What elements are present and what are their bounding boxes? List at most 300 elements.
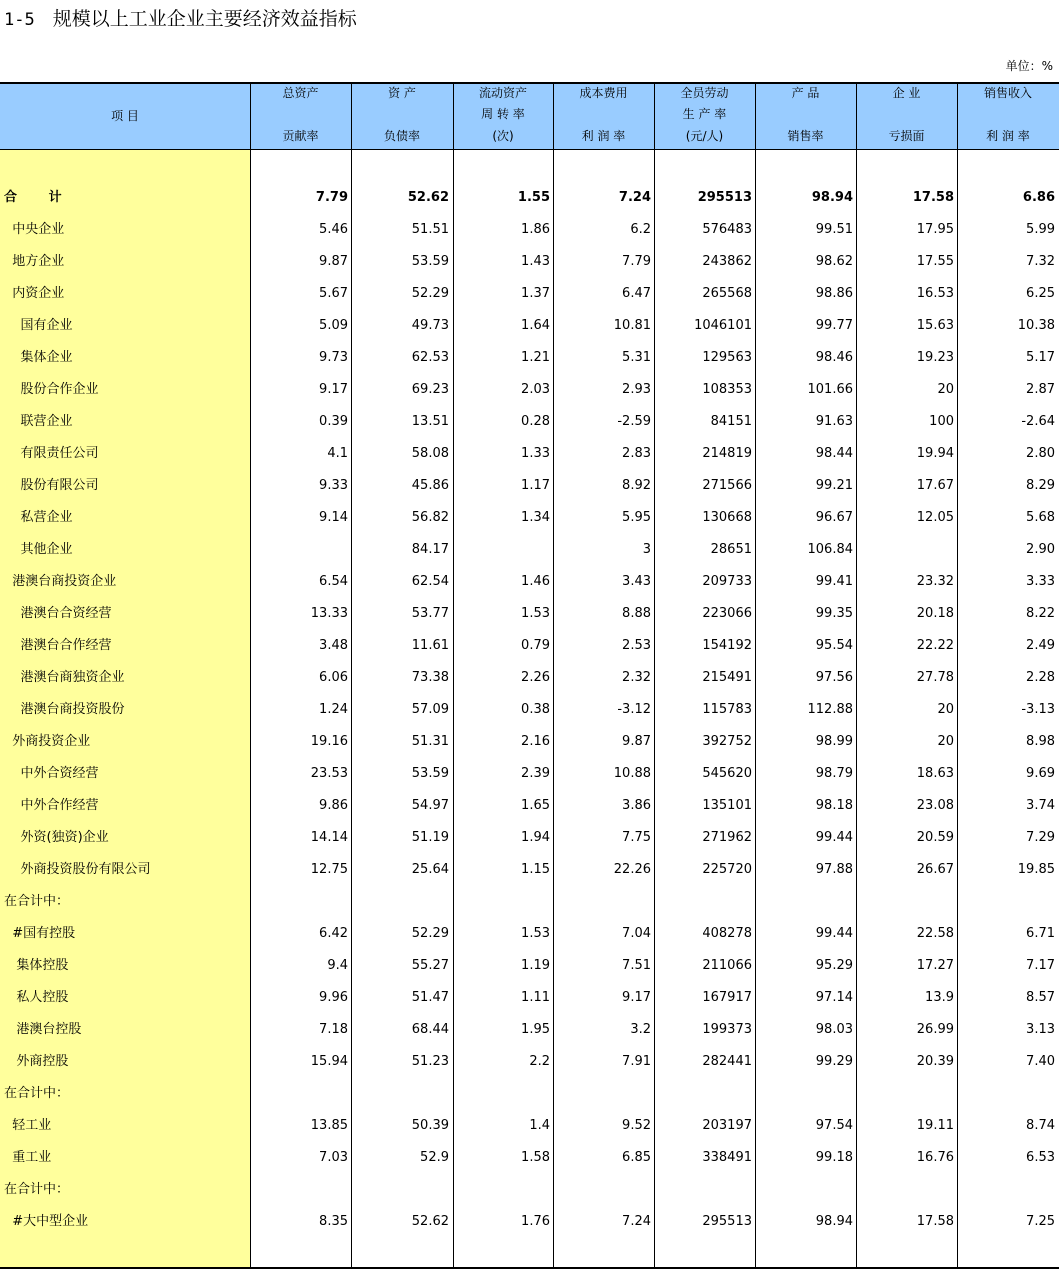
table-row bbox=[0, 726, 1059, 758]
row-label: #国有控股 bbox=[4, 926, 76, 941]
header-col-mid bbox=[957, 104, 1059, 125]
row-label: 港澳台商投资股份 bbox=[4, 702, 125, 717]
table-row bbox=[0, 790, 1059, 822]
row-label: 港澳台合资经营 bbox=[4, 606, 112, 621]
row-value-col-5: 225720 bbox=[702, 862, 752, 877]
row-value-col-7: 17.58 bbox=[912, 190, 954, 205]
row-value-col-7: 18.63 bbox=[916, 766, 954, 781]
row-value-col-8: 6.25 bbox=[1026, 286, 1055, 301]
row-label: 在合计中： bbox=[4, 894, 70, 909]
row-value-col-8: 2.90 bbox=[1026, 542, 1055, 557]
row-value-col-3: 2.39 bbox=[521, 766, 550, 781]
header-col-mid bbox=[856, 104, 957, 125]
row-value-col-3: 0.79 bbox=[521, 638, 550, 653]
row-value-col-2: 52.29 bbox=[411, 286, 449, 301]
row-value-col-6: 96.67 bbox=[815, 510, 853, 525]
row-value-col-5: 209733 bbox=[702, 574, 752, 589]
row-label: 外商投资企业 bbox=[4, 734, 91, 749]
row-value-col-8: 2.80 bbox=[1026, 446, 1055, 461]
row-value-col-6: 98.94 bbox=[811, 190, 853, 205]
table-row bbox=[0, 886, 1059, 918]
header-col-bottom: 利 润 率 bbox=[986, 129, 1030, 143]
row-value-col-8: 7.40 bbox=[1026, 1054, 1055, 1069]
row-value-col-8: 6.86 bbox=[1022, 190, 1055, 205]
table-title bbox=[4, 4, 357, 34]
row-value-col-5: 129563 bbox=[702, 350, 752, 365]
row-value-col-7: 17.58 bbox=[916, 1214, 954, 1229]
row-value-col-3: 1.15 bbox=[521, 862, 550, 877]
row-value-col-1: 9.17 bbox=[319, 382, 348, 397]
row-value-col-5: 167917 bbox=[702, 990, 752, 1005]
row-value-col-2: 51.31 bbox=[411, 734, 449, 749]
table-row bbox=[0, 374, 1059, 406]
row-value-col-2: 49.73 bbox=[411, 318, 449, 333]
row-value-col-7: 20 bbox=[937, 382, 954, 397]
row-value-col-6: 99.35 bbox=[815, 606, 853, 621]
row-value-col-4: 8.92 bbox=[622, 478, 651, 493]
row-value-col-6: 98.99 bbox=[815, 734, 853, 749]
row-value-col-1: 1.24 bbox=[319, 702, 348, 717]
row-value-col-7: 20.39 bbox=[916, 1054, 954, 1069]
row-value-col-5: 295513 bbox=[702, 1214, 752, 1229]
row-value-col-7: 27.78 bbox=[916, 670, 954, 685]
row-value-col-7: 26.67 bbox=[916, 862, 954, 877]
row-value-col-5: 338491 bbox=[702, 1150, 752, 1165]
header-col-top: 成本费用 bbox=[579, 86, 628, 100]
row-value-col-6: 98.44 bbox=[815, 446, 853, 461]
row-value-col-2: 51.19 bbox=[411, 830, 449, 845]
row-value-col-6: 97.54 bbox=[815, 1118, 853, 1133]
row-value-col-7: 19.11 bbox=[916, 1118, 954, 1133]
row-value-col-3: 2.2 bbox=[529, 1054, 550, 1069]
table-row bbox=[0, 822, 1059, 854]
row-value-col-8: 7.29 bbox=[1026, 830, 1055, 845]
row-label: 中外合作经营 bbox=[4, 798, 99, 813]
row-label: 在合计中： bbox=[4, 1086, 70, 1101]
table-row bbox=[0, 1110, 1059, 1142]
row-value-col-2: 62.53 bbox=[411, 350, 449, 365]
row-value-col-2: 58.08 bbox=[411, 446, 449, 461]
row-label: 外资(独资)企业 bbox=[4, 830, 109, 845]
table-row bbox=[0, 1174, 1059, 1206]
row-value-col-6: 91.63 bbox=[815, 414, 853, 429]
row-value-col-1: 9.33 bbox=[319, 478, 348, 493]
table-row bbox=[0, 502, 1059, 534]
row-value-col-5: 108353 bbox=[702, 382, 752, 397]
row-value-col-1: 6.54 bbox=[319, 574, 348, 589]
row-value-col-4: 8.88 bbox=[622, 606, 651, 621]
row-value-col-7: 15.63 bbox=[916, 318, 954, 333]
row-value-col-4: 7.51 bbox=[622, 958, 651, 973]
row-value-col-6: 106.84 bbox=[807, 542, 853, 557]
row-value-col-4: 9.52 bbox=[622, 1118, 651, 1133]
row-value-col-3: 2.03 bbox=[521, 382, 550, 397]
row-value-col-6: 97.14 bbox=[815, 990, 853, 1005]
row-value-col-6: 98.79 bbox=[815, 766, 853, 781]
row-value-col-3: 1.43 bbox=[521, 254, 550, 269]
header-col-bottom: 负债率 bbox=[383, 129, 420, 143]
row-value-col-6: 98.94 bbox=[815, 1214, 853, 1229]
header-col-1 bbox=[250, 83, 351, 149]
row-value-col-6: 97.88 bbox=[815, 862, 853, 877]
header-col-2 bbox=[351, 83, 453, 149]
row-value-col-7: 17.67 bbox=[916, 478, 954, 493]
row-value-col-1: 5.46 bbox=[319, 222, 348, 237]
row-value-col-5: 203197 bbox=[702, 1118, 752, 1133]
row-label: 集体企业 bbox=[4, 350, 73, 365]
row-label: 在合计中： bbox=[4, 1182, 70, 1197]
row-value-col-1: 9.14 bbox=[319, 510, 348, 525]
row-value-col-5: 130668 bbox=[702, 510, 752, 525]
header-col-6 bbox=[755, 83, 856, 149]
row-value-col-1: 23.53 bbox=[310, 766, 348, 781]
row-value-col-5: 265568 bbox=[702, 286, 752, 301]
row-value-col-3: 1.55 bbox=[517, 190, 550, 205]
row-label: 地方企业 bbox=[4, 254, 65, 269]
row-value-col-4: 2.32 bbox=[622, 670, 651, 685]
row-value-col-3: 0.38 bbox=[521, 702, 550, 717]
row-value-col-6: 98.18 bbox=[815, 798, 853, 813]
row-value-col-2: 51.47 bbox=[411, 990, 449, 1005]
header-col-mid: 周 转 率 bbox=[481, 107, 525, 121]
row-value-col-3: 1.76 bbox=[521, 1214, 550, 1229]
row-value-col-2: 13.51 bbox=[411, 414, 449, 429]
row-value-col-6: 99.77 bbox=[815, 318, 853, 333]
header-col-bottom: 贡献率 bbox=[282, 129, 319, 143]
table-row bbox=[0, 598, 1059, 630]
row-value-col-4: 9.17 bbox=[622, 990, 651, 1005]
row-value-col-5: 392752 bbox=[702, 734, 752, 749]
row-value-col-3: 1.34 bbox=[521, 510, 550, 525]
row-value-col-3: 1.4 bbox=[529, 1118, 550, 1133]
header-col-mid bbox=[553, 104, 654, 125]
row-value-col-2: 68.44 bbox=[411, 1022, 449, 1037]
header-col-top: 总资产 bbox=[282, 86, 319, 100]
row-label: #大中型企业 bbox=[4, 1214, 89, 1229]
row-value-col-2: 52.62 bbox=[411, 1214, 449, 1229]
row-value-col-4: 7.75 bbox=[622, 830, 651, 845]
row-value-col-1: 13.85 bbox=[310, 1118, 348, 1133]
row-value-col-2: 69.23 bbox=[411, 382, 449, 397]
row-value-col-8: 8.98 bbox=[1026, 734, 1055, 749]
row-value-col-8: 7.32 bbox=[1026, 254, 1055, 269]
row-value-col-5: 295513 bbox=[697, 190, 752, 205]
row-value-col-3: 1.94 bbox=[521, 830, 550, 845]
grid-hline bbox=[0, 1267, 1059, 1269]
table-row bbox=[0, 406, 1059, 438]
row-value-col-4: 6.85 bbox=[622, 1150, 651, 1165]
row-value-col-1: 5.09 bbox=[319, 318, 348, 333]
header-col-bottom: (元/人) bbox=[685, 129, 724, 143]
row-value-col-3: 1.37 bbox=[521, 286, 550, 301]
table-row bbox=[0, 278, 1059, 310]
row-value-col-1: 6.06 bbox=[319, 670, 348, 685]
row-label: 内资企业 bbox=[4, 286, 65, 301]
row-value-col-7: 17.55 bbox=[916, 254, 954, 269]
header-col-bottom: (次) bbox=[492, 129, 514, 143]
row-value-col-4: 7.24 bbox=[618, 190, 651, 205]
row-value-col-1: 7.03 bbox=[319, 1150, 348, 1165]
row-value-col-8: 2.28 bbox=[1026, 670, 1055, 685]
table-row bbox=[0, 854, 1059, 886]
header-col-bottom: 销售率 bbox=[787, 129, 824, 143]
table-row bbox=[0, 470, 1059, 502]
row-value-col-6: 99.18 bbox=[815, 1150, 853, 1165]
row-value-col-8: 10.38 bbox=[1017, 318, 1055, 333]
row-value-col-2: 53.59 bbox=[411, 254, 449, 269]
table-row bbox=[0, 630, 1059, 662]
row-value-col-3: 1.53 bbox=[521, 606, 550, 621]
row-value-col-5: 84151 bbox=[710, 414, 752, 429]
row-label: 轻工业 bbox=[4, 1118, 52, 1133]
table-row bbox=[0, 310, 1059, 342]
header-col-top: 全员劳动 bbox=[680, 86, 729, 100]
row-label: 外商投资股份有限公司 bbox=[4, 862, 151, 877]
row-value-col-4: 6.47 bbox=[622, 286, 651, 301]
header-col-mid: 生 产 率 bbox=[682, 107, 727, 121]
row-value-col-1: 7.18 bbox=[319, 1022, 348, 1037]
row-value-col-8: 9.69 bbox=[1026, 766, 1055, 781]
row-value-col-8: -2.64 bbox=[1021, 414, 1055, 429]
row-value-col-8: 2.87 bbox=[1026, 382, 1055, 397]
row-value-col-7: 20.59 bbox=[916, 830, 954, 845]
row-value-col-1: 9.96 bbox=[319, 990, 348, 1005]
table-row bbox=[0, 1046, 1059, 1078]
row-value-col-1: 14.14 bbox=[310, 830, 348, 845]
row-value-col-4: 10.81 bbox=[613, 318, 651, 333]
row-value-col-8: 8.22 bbox=[1026, 606, 1055, 621]
header-col-top: 产 品 bbox=[791, 86, 820, 100]
table-row bbox=[0, 694, 1059, 726]
row-value-col-1: 13.33 bbox=[310, 606, 348, 621]
row-value-col-3: 1.95 bbox=[521, 1022, 550, 1037]
table-title-text: 规模以上工业企业主要经济效益指标 bbox=[52, 8, 357, 30]
row-value-col-8: 6.71 bbox=[1026, 926, 1055, 941]
row-value-col-2: 57.09 bbox=[411, 702, 449, 717]
row-value-col-4: 3.43 bbox=[622, 574, 651, 589]
row-value-col-4: 3 bbox=[642, 542, 651, 557]
row-value-col-5: 1046101 bbox=[694, 318, 752, 333]
table-row bbox=[0, 1078, 1059, 1110]
row-value-col-8: 5.17 bbox=[1026, 350, 1055, 365]
header-col-3 bbox=[453, 83, 553, 149]
row-value-col-3: 1.53 bbox=[521, 926, 550, 941]
table-row bbox=[0, 214, 1059, 246]
row-value-col-5: 271566 bbox=[702, 478, 752, 493]
row-value-col-3: 1.19 bbox=[521, 958, 550, 973]
row-value-col-5: 545620 bbox=[702, 766, 752, 781]
row-value-col-8: 5.68 bbox=[1026, 510, 1055, 525]
row-value-col-8: -3.13 bbox=[1021, 702, 1055, 717]
header-col-8 bbox=[957, 83, 1059, 149]
row-value-col-5: 115783 bbox=[702, 702, 752, 717]
row-value-col-7: 20 bbox=[937, 734, 954, 749]
row-value-col-5: 135101 bbox=[702, 798, 752, 813]
row-value-col-3: 1.11 bbox=[521, 990, 550, 1005]
row-value-col-1: 5.67 bbox=[319, 286, 348, 301]
row-value-col-3: 1.17 bbox=[521, 478, 550, 493]
table-row bbox=[0, 1142, 1059, 1174]
row-value-col-5: 576483 bbox=[702, 222, 752, 237]
row-label: 私营企业 bbox=[4, 510, 73, 525]
row-value-col-4: 3.86 bbox=[622, 798, 651, 813]
row-value-col-1: 3.48 bbox=[319, 638, 348, 653]
row-value-col-6: 112.88 bbox=[807, 702, 853, 717]
header-col-bottom: 亏损面 bbox=[888, 129, 925, 143]
row-value-col-7: 17.27 bbox=[916, 958, 954, 973]
row-value-col-7: 100 bbox=[929, 414, 954, 429]
row-value-col-4: 2.93 bbox=[622, 382, 651, 397]
row-value-col-4: 7.24 bbox=[622, 1214, 651, 1229]
row-value-col-1: 0.39 bbox=[319, 414, 348, 429]
row-label: 港澳台商投资企业 bbox=[4, 574, 117, 589]
header-item-label: 项 目 bbox=[111, 109, 139, 123]
row-value-col-1: 6.42 bbox=[319, 926, 348, 941]
row-value-col-4: 22.26 bbox=[613, 862, 651, 877]
row-value-col-7: 19.94 bbox=[916, 446, 954, 461]
row-value-col-1: 7.79 bbox=[315, 190, 348, 205]
row-label: 国有企业 bbox=[4, 318, 73, 333]
row-value-col-1: 9.87 bbox=[319, 254, 348, 269]
row-value-col-4: -3.12 bbox=[617, 702, 651, 717]
row-value-col-7: 19.23 bbox=[916, 350, 954, 365]
row-value-col-5: 282441 bbox=[702, 1054, 752, 1069]
row-value-col-2: 52.29 bbox=[411, 926, 449, 941]
row-value-col-6: 99.41 bbox=[815, 574, 853, 589]
row-value-col-4: 7.79 bbox=[622, 254, 651, 269]
row-label: 中外合资经营 bbox=[4, 766, 99, 781]
row-value-col-6: 98.86 bbox=[815, 286, 853, 301]
row-value-col-7: 23.08 bbox=[916, 798, 954, 813]
row-label: 集体控股 bbox=[4, 958, 69, 973]
table-row bbox=[0, 182, 1059, 214]
row-value-col-2: 45.86 bbox=[411, 478, 449, 493]
row-value-col-3: 1.33 bbox=[521, 446, 550, 461]
row-value-col-8: 8.29 bbox=[1026, 478, 1055, 493]
row-value-col-6: 99.44 bbox=[815, 926, 853, 941]
row-value-col-3: 2.26 bbox=[521, 670, 550, 685]
row-value-col-6: 99.21 bbox=[815, 478, 853, 493]
row-label: 港澳台控股 bbox=[4, 1022, 82, 1037]
row-value-col-1: 19.16 bbox=[310, 734, 348, 749]
table-row bbox=[0, 246, 1059, 278]
row-value-col-2: 11.61 bbox=[411, 638, 449, 653]
table-row bbox=[0, 438, 1059, 470]
row-value-col-8: 7.17 bbox=[1026, 958, 1055, 973]
row-value-col-4: -2.59 bbox=[617, 414, 651, 429]
row-value-col-7: 17.95 bbox=[916, 222, 954, 237]
table-row bbox=[0, 534, 1059, 566]
row-value-col-5: 154192 bbox=[702, 638, 752, 653]
table-row bbox=[0, 918, 1059, 950]
header-col-5 bbox=[654, 83, 755, 149]
row-value-col-7: 26.99 bbox=[916, 1022, 954, 1037]
row-value-col-5: 214819 bbox=[702, 446, 752, 461]
row-value-col-8: 3.74 bbox=[1026, 798, 1055, 813]
header-col-top: 流动资产 bbox=[478, 86, 527, 100]
row-value-col-8: 2.49 bbox=[1026, 638, 1055, 653]
row-value-col-8: 7.25 bbox=[1026, 1214, 1055, 1229]
row-value-col-7: 20 bbox=[937, 702, 954, 717]
row-value-col-6: 99.44 bbox=[815, 830, 853, 845]
row-label: 港澳台合作经营 bbox=[4, 638, 112, 653]
row-value-col-5: 271962 bbox=[702, 830, 752, 845]
row-value-col-1: 12.75 bbox=[310, 862, 348, 877]
row-value-col-3: 2.16 bbox=[521, 734, 550, 749]
row-value-col-2: 51.23 bbox=[411, 1054, 449, 1069]
row-value-col-4: 3.2 bbox=[630, 1022, 651, 1037]
row-value-col-1: 8.35 bbox=[319, 1214, 348, 1229]
row-value-col-6: 101.66 bbox=[807, 382, 853, 397]
table-row bbox=[0, 1014, 1059, 1046]
row-label: 股份合作企业 bbox=[4, 382, 99, 397]
row-value-col-2: 62.54 bbox=[411, 574, 449, 589]
table-number: 1-5 bbox=[4, 10, 35, 30]
row-value-col-6: 97.56 bbox=[815, 670, 853, 685]
row-value-col-2: 25.64 bbox=[411, 862, 449, 877]
row-value-col-3: 1.64 bbox=[521, 318, 550, 333]
row-label: 股份有限公司 bbox=[4, 478, 99, 493]
row-value-col-5: 211066 bbox=[702, 958, 752, 973]
row-value-col-6: 98.03 bbox=[815, 1022, 853, 1037]
row-value-col-8: 8.74 bbox=[1026, 1118, 1055, 1133]
table-row bbox=[0, 1206, 1059, 1238]
row-value-col-4: 7.04 bbox=[622, 926, 651, 941]
row-value-col-5: 199373 bbox=[702, 1022, 752, 1037]
row-label: 合 计 bbox=[4, 190, 62, 205]
table-row bbox=[0, 758, 1059, 790]
row-value-col-4: 2.83 bbox=[622, 446, 651, 461]
row-label: 中央企业 bbox=[4, 222, 65, 237]
row-value-col-2: 54.97 bbox=[411, 798, 449, 813]
row-value-col-5: 215491 bbox=[702, 670, 752, 685]
row-value-col-4: 2.53 bbox=[622, 638, 651, 653]
row-value-col-8: 3.33 bbox=[1026, 574, 1055, 589]
row-label: 重工业 bbox=[4, 1150, 52, 1165]
row-value-col-6: 98.62 bbox=[815, 254, 853, 269]
row-value-col-2: 53.59 bbox=[411, 766, 449, 781]
row-value-col-8: 5.99 bbox=[1026, 222, 1055, 237]
row-value-col-3: 1.58 bbox=[521, 1150, 550, 1165]
row-value-col-2: 52.62 bbox=[407, 190, 449, 205]
row-label: 外商控股 bbox=[4, 1054, 69, 1069]
header-col-top: 企 业 bbox=[892, 86, 921, 100]
row-value-col-4: 10.88 bbox=[613, 766, 651, 781]
table-row bbox=[0, 342, 1059, 374]
row-value-col-6: 95.29 bbox=[815, 958, 853, 973]
row-value-col-7: 13.9 bbox=[925, 990, 954, 1005]
row-label: 有限责任公司 bbox=[4, 446, 99, 461]
row-value-col-6: 98.46 bbox=[815, 350, 853, 365]
row-value-col-2: 56.82 bbox=[411, 510, 449, 525]
row-value-col-6: 95.54 bbox=[815, 638, 853, 653]
row-value-col-3: 1.65 bbox=[521, 798, 550, 813]
grid-hline bbox=[0, 149, 1059, 150]
row-value-col-1: 9.4 bbox=[327, 958, 348, 973]
row-value-col-2: 51.51 bbox=[411, 222, 449, 237]
header-col-top: 销售收入 bbox=[983, 86, 1032, 100]
row-value-col-8: 3.13 bbox=[1026, 1022, 1055, 1037]
row-value-col-3: 1.21 bbox=[521, 350, 550, 365]
header-col-mid bbox=[351, 104, 453, 125]
row-value-col-7: 16.53 bbox=[916, 286, 954, 301]
row-value-col-2: 50.39 bbox=[411, 1118, 449, 1133]
row-value-col-8: 19.85 bbox=[1017, 862, 1055, 877]
header-item bbox=[0, 83, 250, 149]
row-value-col-3: 1.86 bbox=[521, 222, 550, 237]
unit-label: 单位：% bbox=[1005, 59, 1053, 73]
row-value-col-8: 8.57 bbox=[1026, 990, 1055, 1005]
